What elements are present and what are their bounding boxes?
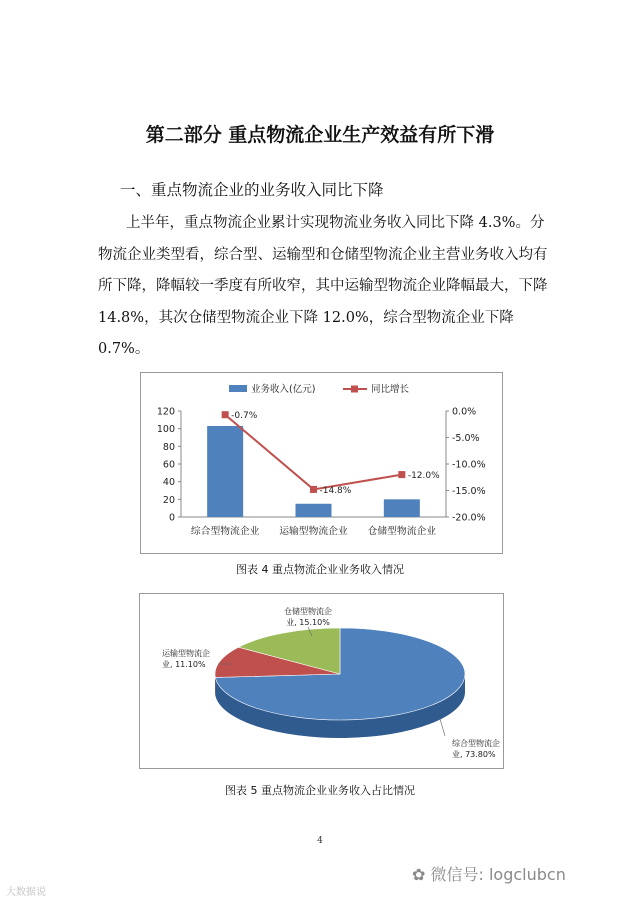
growth-point-1 [222,411,229,418]
x-category-label: 仓储型物流企业 [367,526,437,537]
legend-line-marker [351,386,358,393]
y-left-tick-label: 40 [162,477,175,489]
pie-chart-svg [140,594,503,768]
growth-data-label: -0.7% [231,411,258,422]
wechat-watermark [412,862,566,885]
y-left-tick-label: 20 [162,494,175,506]
bar-2 [296,504,332,517]
growth-data-label: -12.0% [407,471,440,482]
source-watermark: 大数据说 [6,887,46,898]
y-right-tick-label: -15.0% [452,486,486,497]
x-category-label: 综合型物流企业 [190,526,260,537]
y-right-tick-label: -5.0% [452,433,480,444]
revenue-share-pie-chart [139,593,504,769]
pie-label-comprehensive: 综合型物流企业, 73.80% [452,739,500,759]
pie-label-warehouse: 仓储型物流企业, 15.10% [284,607,332,627]
revenue-combo-chart [140,372,503,554]
pie-label-transport: 运输型物流企业, 11.10% [162,649,210,669]
bar-3 [384,499,420,517]
section-heading: 一、重点物流企业的业务收入同比下降 [120,181,384,199]
growth-data-label: -14.8% [319,485,352,496]
wechat-icon: ✿ [412,865,431,884]
figure4-caption: 图表 4 重点物流企业业务收入情况 [236,563,404,576]
combo-chart-svg [141,373,502,553]
bar-1 [207,426,243,517]
paragraph-text: 上半年，重点物流企业累计实现物流业务收入同比下降 4.3%。分物流企业类型看，综合型、运输型和仓储型物流企业主营业务收入均有所下降，降幅较一季度有所收窄，其中运输型物流企业降幅最大，下降 14.8%，其次仓储型物流企业下降 12.0%，综合型物流企业下降 0.7%。 [98,215,548,358]
y-left-tick-label: 100 [156,424,175,436]
growth-line [225,415,402,490]
wechat-id: 微信号: logclubcn [430,865,566,884]
figure5-caption: 图表 5 重点物流企业业务收入占比情况 [225,784,415,797]
y-left-tick-label: 120 [156,406,175,418]
y-left-tick-label: 0 [168,512,175,524]
legend-bar-swatch [229,385,247,392]
legend-line-label: 同比增长 [371,384,410,395]
legend-bar-label: 业务收入(亿元) [251,384,316,395]
x-category-label: 运输型物流企业 [279,526,348,537]
growth-point-3 [398,471,405,478]
growth-point-2 [310,486,317,493]
y-right-tick-label: 0.0% [452,406,477,418]
y-right-tick-label: -20.0% [452,512,486,524]
pie-leader-line [440,719,445,736]
y-left-tick-label: 60 [162,459,175,471]
body-paragraph [98,208,548,366]
page-title: 第二部分 重点物流企业生产效益有所下滑 [145,124,495,146]
y-right-tick-label: -10.0% [452,459,486,471]
page-number: 4 [317,836,323,846]
y-left-tick-label: 80 [162,441,175,453]
